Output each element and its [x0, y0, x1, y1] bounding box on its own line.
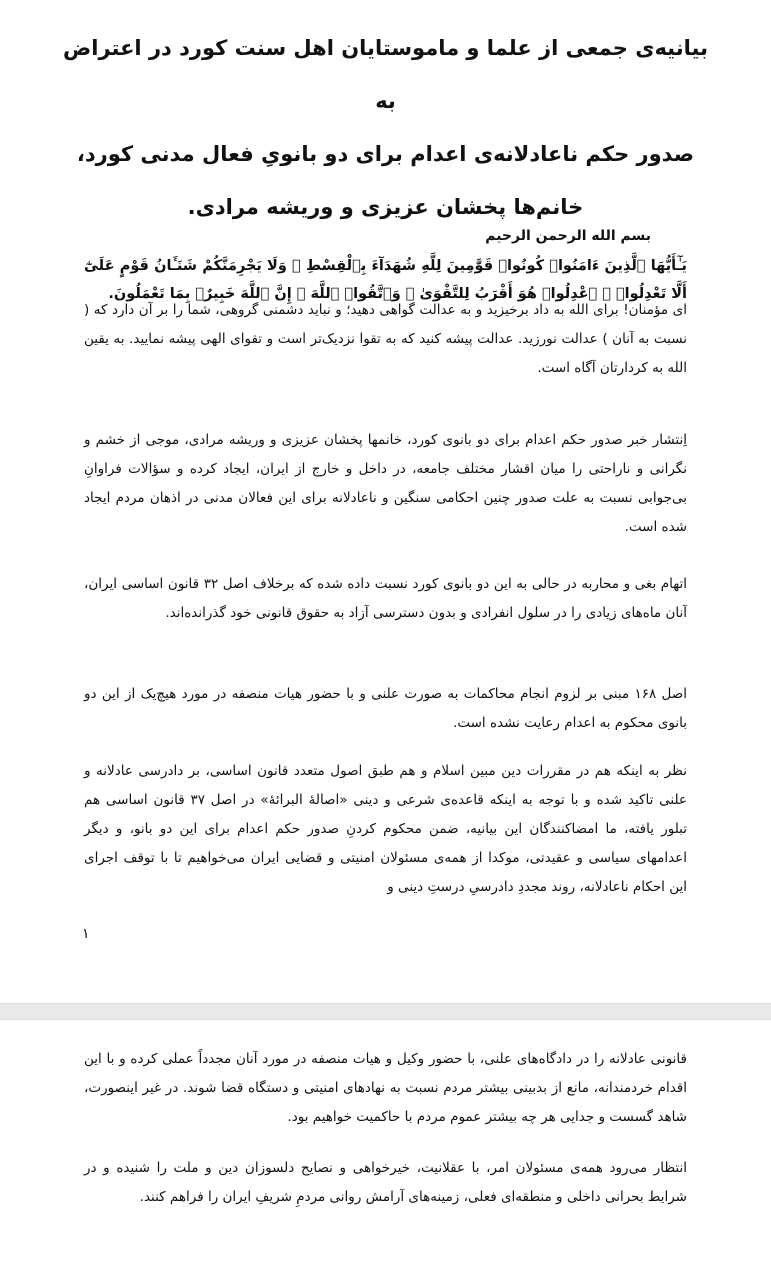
page-separator — [0, 1003, 771, 1020]
quran-verse: يَـٰٓأَيُّهَا ٱلَّذِينَ ءَامَنُوا۟ كُونُوا۟ قَوَّٰمِينَ لِلَّهِ شُهَدَآءَ بِٱلْقِسْطِ ۖ وَلَا يَجْرِمَنَّكُمْ شَنَـَٔانُ قَوْمٍ عَلَىٰٓ أَلَّا تَعْدِلُوا۟ ۚ ٱعْدِلُوا۟ هُوَ أَقْرَبُ لِلتَّقْوَىٰ ۖ وَٱتَّقُوا۟ ٱللَّهَ ۚ إِنَّ ٱللَّهَ خَبِيرٌۢ بِمَا تَعْمَلُونَ. — [84, 258, 687, 302]
demand-paragraph: نظر به اینکه هم در مقررات دین مبین اسلام و هم طبق اصول متعدد قانون اساسی، بر دادرسی عادلانه و علنی تاکید شده و با توجه به اینکه قاعده‌ی شرعی و دینی «اصالهٔ البرائهٔ» در اصل ۳۷ قانون اساسی هم تبلور یافته، ما امضاکنندگان این بیانیه، ضمن محکوم کردنِ صدور حکم اعدام برای این دو بانو، و دیگر اعدامهای سیاسی و عقیدتی، موکدا از همه‌ی مسئولان امنیتی و قضایی ایران می‌خواهیم تا با توقف اجرای این احکام ناعادلانه، روند مجددِ دادرسیِ درستِ دینی و — [84, 763, 687, 895]
article-32-paragraph: اتهام بغی و محاربه در حالی به این دو بانوی کورد نسبت داده شده که برخلاف اصل ۳۲ قانون اساسی ایران، آنان ماه‌های زیادی را در سلول انفرادی و بدون دسترسی آزاد به حقوق قانونی خود گذرانده‌اند. — [84, 576, 687, 621]
verse-translation-paragraph: ای مؤمنان! برای الله به داد برخیزید و به عدالت گواهی دهید؛ و نباید دشمنی گروهی، شما را بر آن دارد که ( نسبت به آنان ) عدالت نورزید. عدالت پیشه کنید که به تقوا نزدیک‌تر است و تقوای الهی پیشه نمایید. به یقین الله به کردارتان آگاه است. — [84, 302, 687, 376]
statement-title — [50, 22, 721, 234]
page-number: ۱ — [82, 926, 90, 942]
closing-paragraph: انتظار می‌رود همه‌ی مسئولان امر، با عقلانیت، خیرخواهی و نصایح دلسوزان دین و ملت را شنیده و در شرایط بحرانی داخلی و منطقه‌ای فعلی، زمینه‌های آرامش روانی مردمِ شریفِ ایران را فراهم کنند. — [84, 1160, 687, 1205]
news-paragraph: اِنتشار خبر صدور حکم اعدام برای دو بانوی کورد، خانمها پخشان عزیزی و وریشه مرادی، موجی از خشم و نگرانی و ناراحتی را میان اقشار مختلف جامعه، در داخل و خارج از ایران، ایجاد کرده و سؤالات فراوانِ بی‌جوابی نسبت به علت صدور چنین احکامی سنگین و ناعادلانه برای این فعالان مدنی در اذهان مردم ایجاد شده است. — [84, 432, 687, 535]
title-line-1: بیانیه‌ی جمعی از علما و ماموستایان اهل سنت کورد در اعتراض به — [63, 36, 708, 113]
article-168-paragraph: اصل ۱۶۸ مبنی بر لزوم انجام محاکمات به صورت علنی و با حضور هیات منصفه در مورد هیچ‌یک از این دو بانوی محکوم به اعدام رعایت نشده است. — [84, 686, 688, 731]
title-line-3: خانم‌ها پخشان عزیزی و وریشه مرادی. — [187, 195, 584, 219]
continuation-paragraph: قانونی عادلانه را در دادگاه‌های علنی، با حضور وکیل و هیات منصفه در مورد آنان مجدداً عملی کرده و با این اقدام خردمندانه، مانع از بدبینی بیشتر مردم نسبت به نهادهای امنیتی و دستگاه قضا شوند. در غیر اینصورت، شاهد گسست و جدایی هر چه بیشتر عموم مردم با حاکمیت خواهیم بود. — [84, 1051, 687, 1125]
document-page-2 — [0, 1020, 771, 1280]
title-line-2: صدور حکم ناعادلانه‌ی اعدام برای دو بانویِ فعال مدنی کورد، — [76, 142, 695, 166]
bismillah-heading: بسم الله الرحمن الرحیم — [485, 228, 651, 244]
